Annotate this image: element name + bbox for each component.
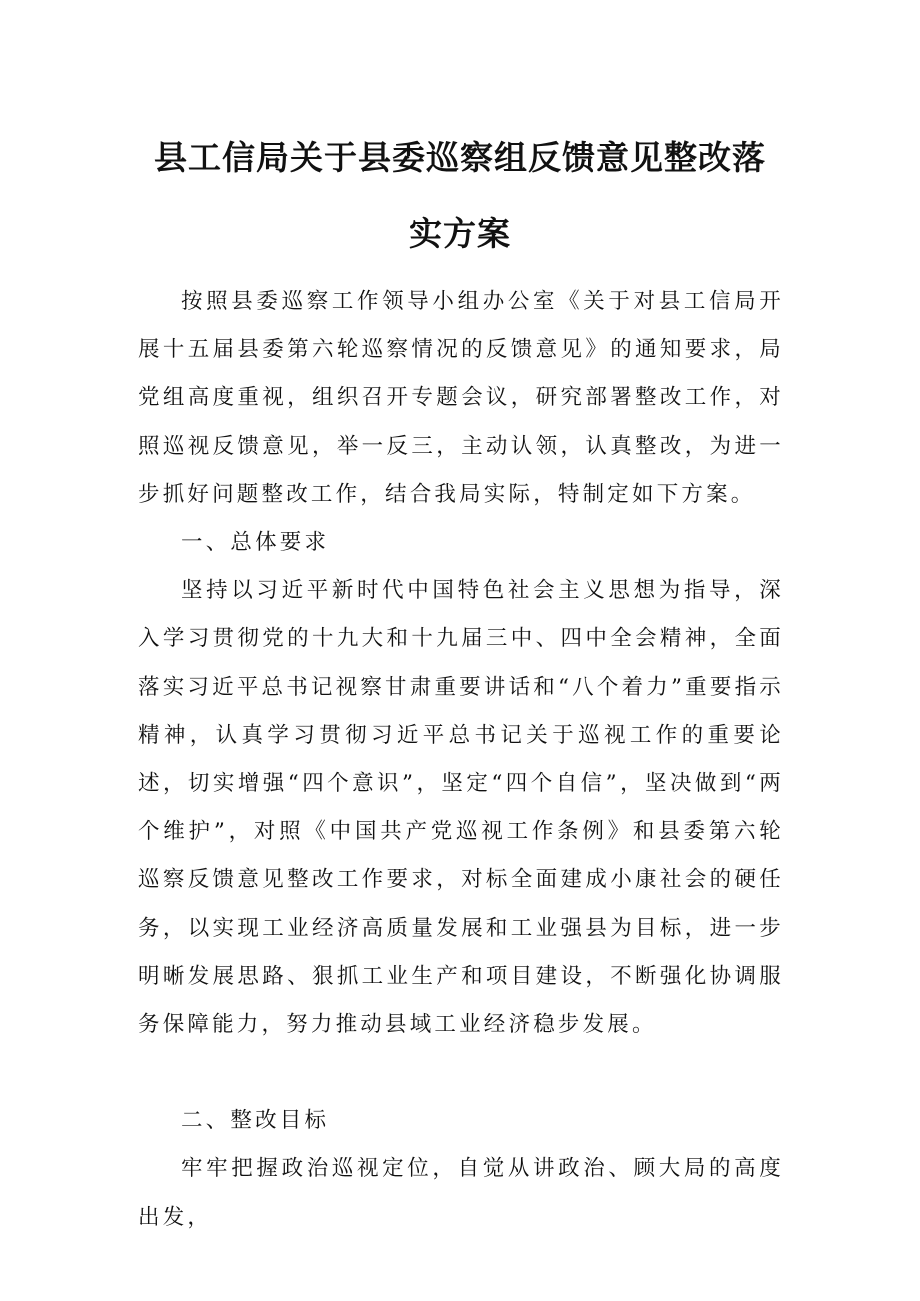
section-gap <box>138 1049 784 1097</box>
document-title-line-2: 实方案 <box>409 214 511 253</box>
document-title-line-1: 县工信局关于县委巡察组反馈意见整改落 <box>154 138 766 177</box>
intro-paragraph: 按照县委巡察工作领导小组办公室《关于对县工信局开展十五届县委第六轮巡察情况的反馈意见》的通知要求，局党组高度重视，组织召开专题会议，研究部署整改工作，对照巡视反馈意见，举一反三，主动认领，认真整改，为进一步抓好问题整改工作，结合我局实际，特制定如下方案。 <box>138 289 784 507</box>
section-1-heading: 一、总体要求 <box>181 530 330 556</box>
document-body <box>138 278 784 1242</box>
section-1-paragraph: 坚持以习近平新时代中国特色社会主义思想为指导，深入学习贯彻党的十九大和十九届三中、四中全会精神，全面落实习近平总书记视察甘肃重要讲话和“八个着力”重要指示精神，认真学习贯彻习近平总书记关于巡视工作的重要论述，切实增强“四个意识”，坚定“四个自信”，坚决做到“两个维护”，对照《中国共产党巡视工作条例》和县委第六轮巡察反馈意见整改工作要求，对标全面建成小康社会的硬任务，以实现工业经济高质量发展和工业强县为目标，进一步明晰发展思路、狠抓工业生产和项目建设，不断强化协调服务保障能力，努力推动县域工业经济稳步发展。 <box>138 578 784 1038</box>
section-2-heading: 二、整改目标 <box>181 1108 330 1134</box>
section-2-paragraph: 牢牢把握政治巡视定位，自觉从讲政治、顾大局的高度出发， <box>138 1156 784 1230</box>
